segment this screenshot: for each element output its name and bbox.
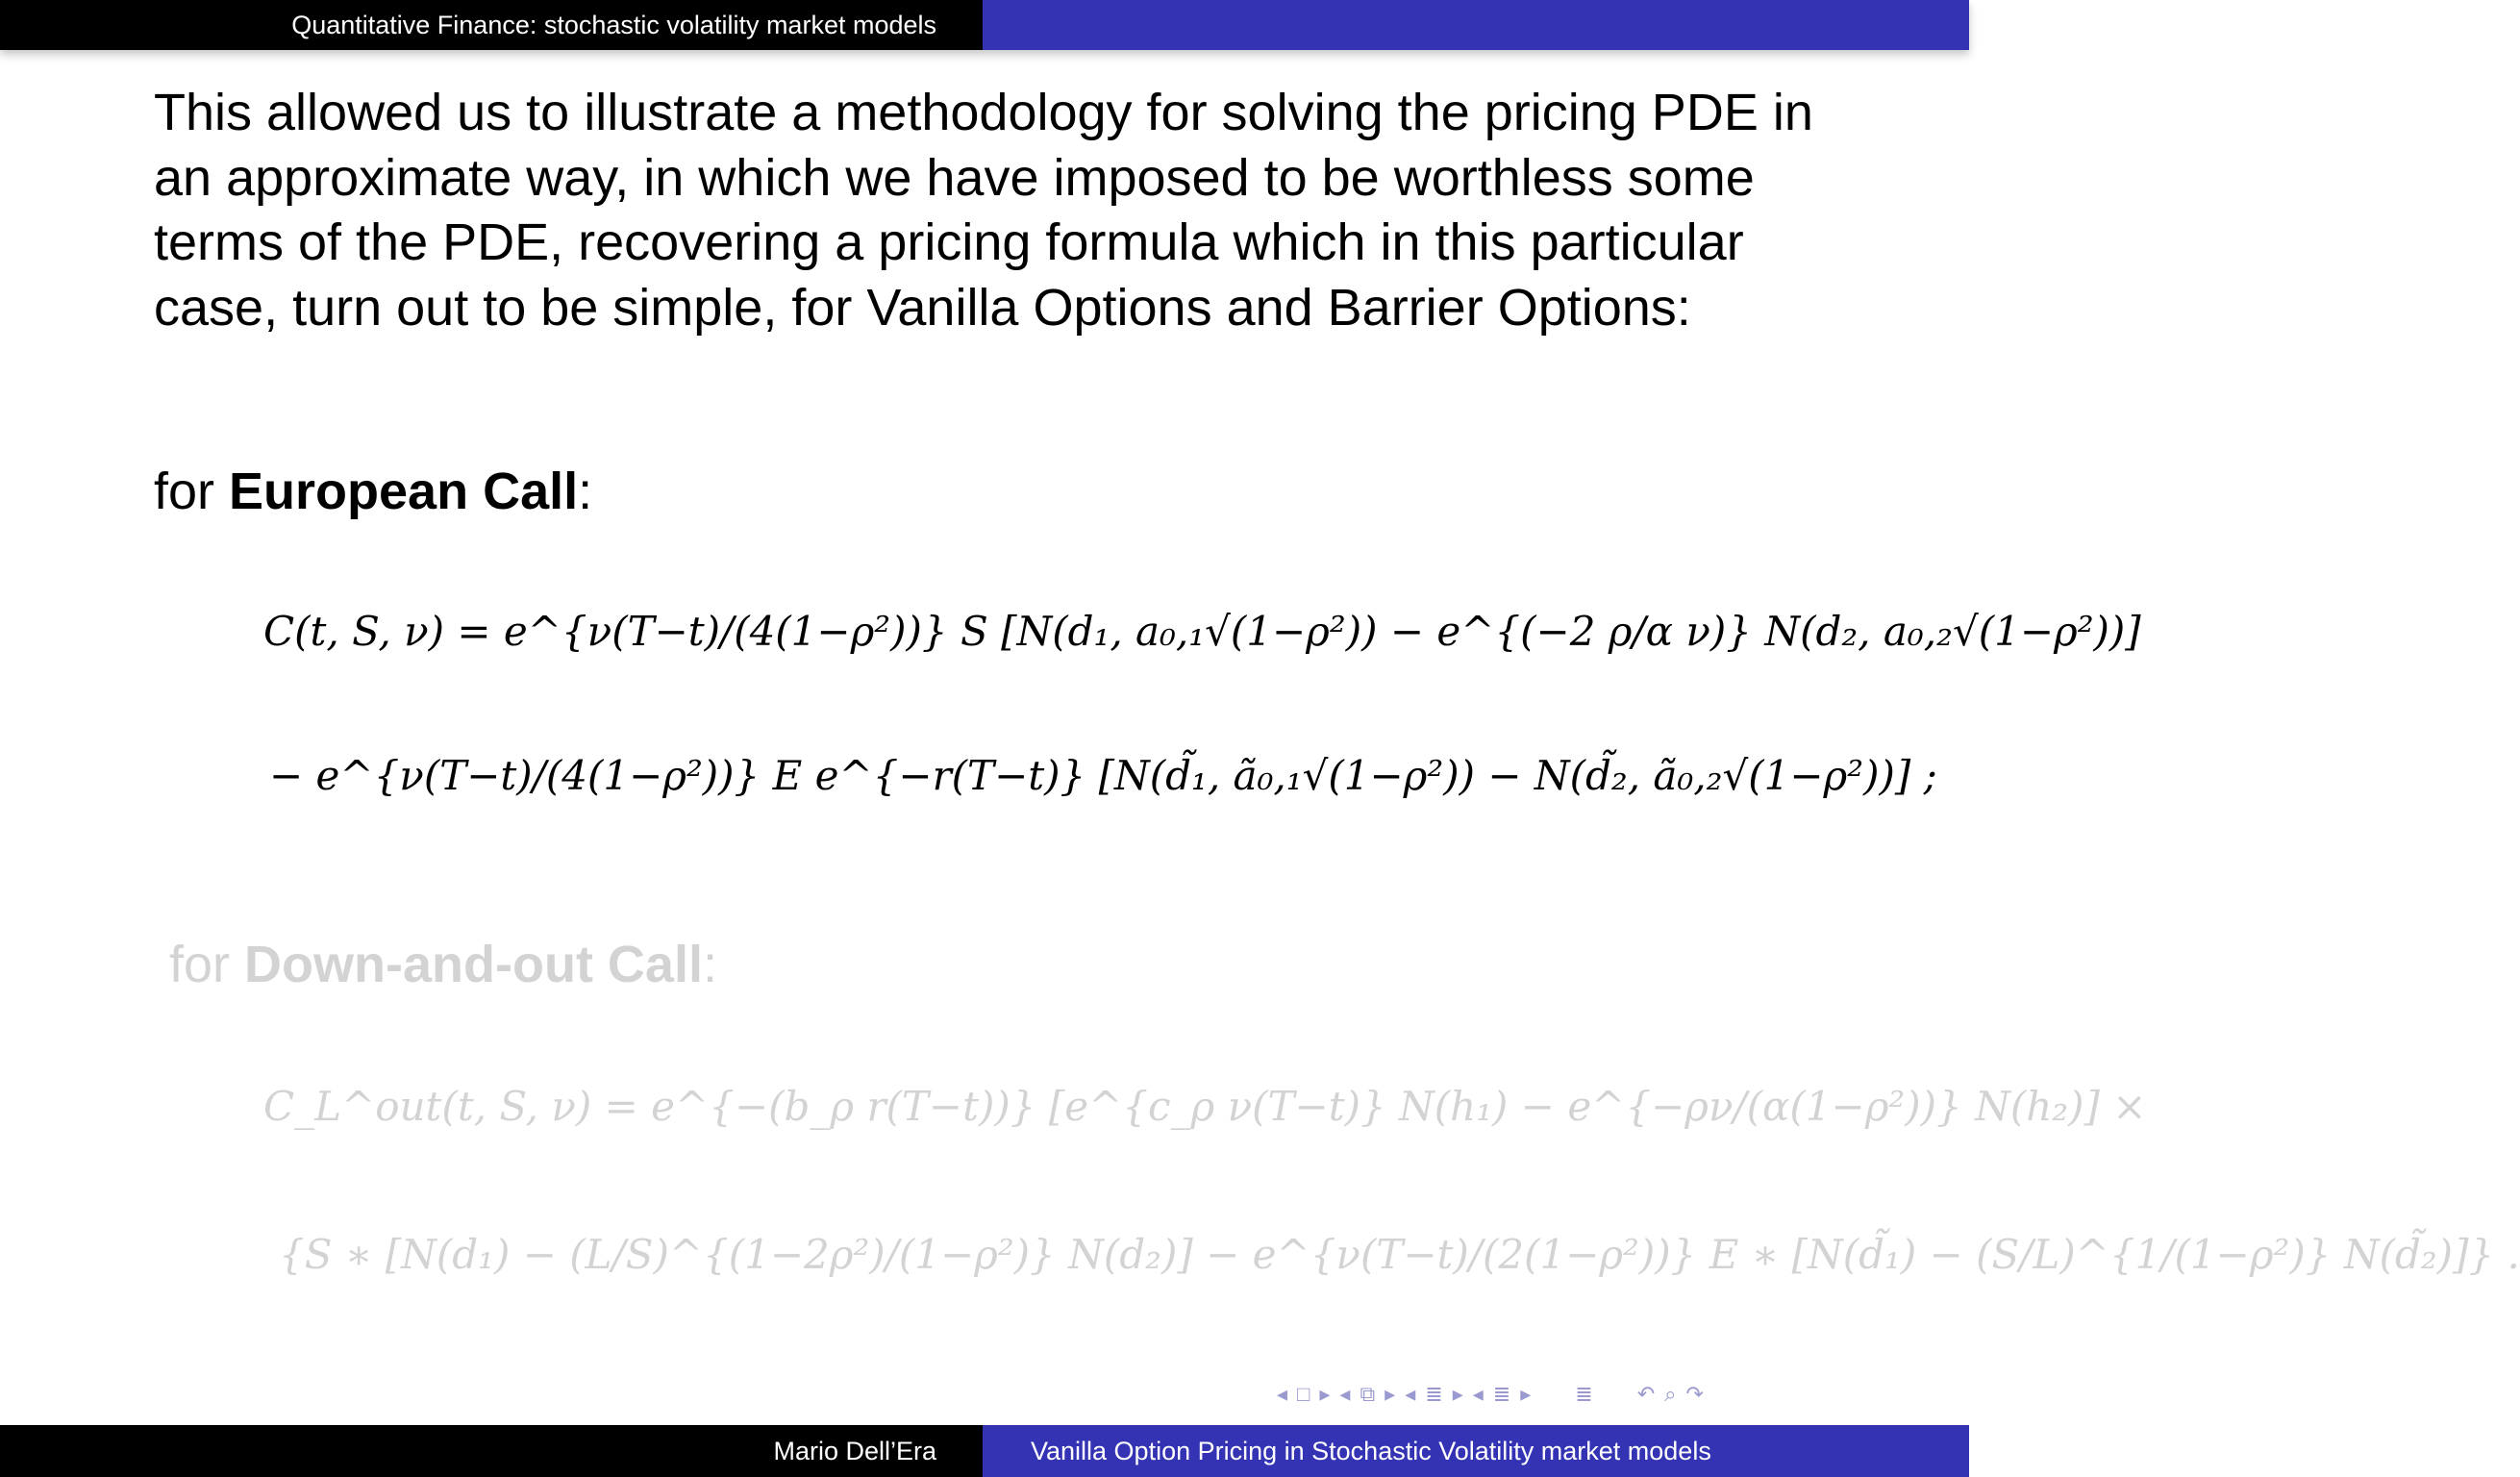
nav-next-subsection-icon[interactable]: ▸ [1385, 1382, 1396, 1406]
downout-formula-line2 [279, 1231, 2520, 1278]
downout-suffix: : [702, 936, 717, 993]
footer-author: Mario Dell’Era [0, 1425, 983, 1477]
nav-next-frame-icon[interactable]: ▸ [1319, 1382, 1331, 1406]
european-bold: European Call [229, 463, 579, 520]
header-bar [0, 0, 1969, 50]
nav-prev-subsection-icon[interactable]: ◂ [1339, 1382, 1351, 1406]
european-formula-text1: C(t, S, ν) = e^{ν(T−t)/(4(1−ρ²))} S [N(d₁, a₀,₁√(1−ρ²)) − e^{(−2 ρ/α ν)} N(d₂, a₀,₂√(1−ρ²))] [263, 608, 2141, 655]
nav-section-icon[interactable]: ≣ [1425, 1382, 1443, 1406]
european-prefix: for [154, 463, 230, 520]
footer-talk-title: Vanilla Option Pricing in Stochastic Volatility market models [983, 1425, 1969, 1477]
downout-call-heading [169, 933, 717, 997]
nav-prev-section-icon[interactable]: ◂ [1405, 1382, 1416, 1406]
section-title: Quantitative Finance: stochastic volatility market models [0, 0, 983, 50]
european-call-heading [154, 460, 592, 524]
nav-part-icon[interactable]: ≣ [1492, 1382, 1511, 1406]
nav-document-icon[interactable]: ≣ [1575, 1382, 1593, 1406]
nav-prev-frame-icon[interactable]: ◂ [1277, 1382, 1288, 1406]
european-formula-line2 [269, 752, 1937, 799]
header-accent [983, 0, 1969, 50]
intro-paragraph: This allowed us to illustrate a methodology for solving the pricing PDE in an approximate way, in which we have imposed to be worthless some terms of the PDE, recovering a pricing formula which in this particular case, turn out to be simple, for Vanilla Options and Barrier Options: [154, 84, 1813, 337]
nav-search-icon[interactable]: ⌕ [1664, 1382, 1677, 1406]
european-formula-line1 [263, 608, 2141, 655]
downout-prefix: for [169, 936, 245, 993]
downout-formula-text1: C_L^out(t, S, ν) = e^{−(b_ρ r(T−t))} [e^{c_ρ ν(T−t)} N(h₁) − e^{−ρν/(α(1−ρ²))} N(h₂)] × [263, 1083, 2147, 1130]
nav-forward-icon[interactable]: ↷ [1685, 1382, 1704, 1406]
downout-formula-line1 [263, 1083, 2146, 1130]
nav-next-part-icon[interactable]: ▸ [1520, 1382, 1532, 1406]
european-suffix: : [578, 463, 593, 520]
nav-prev-part-icon[interactable]: ◂ [1472, 1382, 1484, 1406]
nav-subsection-icon[interactable]: ⧉ [1360, 1382, 1376, 1406]
european-formula-text2: − e^{ν(T−t)/(4(1−ρ²))} E e^{−r(T−t)} [N(d̃₁, ã₀,₁√(1−ρ²)) − N(d̃₂, ã₀,₂√(1−ρ²))] ; [269, 752, 1937, 799]
downout-bold: Down-and-out Call [244, 936, 703, 993]
nav-next-section-icon[interactable]: ▸ [1452, 1382, 1463, 1406]
nav-frame-icon[interactable]: □ [1297, 1382, 1310, 1406]
nav-back-icon[interactable]: ↶ [1636, 1382, 1656, 1406]
navigation-bar [1277, 1377, 1950, 1412]
downout-formula-text2: {S ∗ [N(d₁) − (L/S)^{(1−2ρ²)/(1−ρ²)} N(d₂)] − e^{ν(T−t)/(2(1−ρ²))} E ∗ [N(d̃₁) − (S/L)^{1/(1−ρ²)} N(d̃₂)]} . [279, 1231, 2520, 1278]
footer-bar [0, 1425, 1969, 1477]
